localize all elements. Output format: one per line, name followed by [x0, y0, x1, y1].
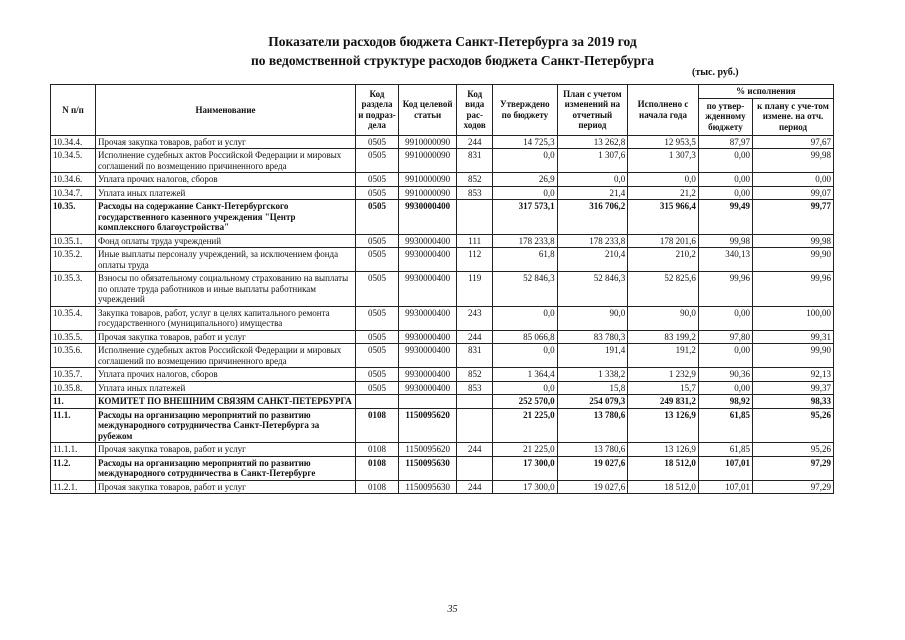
cell-approved: 21 225,0 [493, 408, 557, 443]
cell-target: 9930000400 [398, 306, 456, 330]
table-row [51, 248, 834, 272]
cell-section: 0108 [356, 408, 399, 443]
table-row [51, 395, 834, 409]
cell-num: 10.35.4. [51, 306, 96, 330]
cell-pct-a: 61,85 [698, 443, 752, 457]
header-section: Код раздела и подраз-дела [356, 85, 399, 136]
cell-num: 10.35.7. [51, 368, 96, 382]
cell-name: Фонд оплаты труда учреждений [96, 234, 356, 248]
cell-target: 1150095630 [398, 456, 456, 480]
cell-pct-a: 97,80 [698, 330, 752, 344]
cell-section: 0505 [356, 135, 399, 149]
header-target: Код целевой статьи [398, 85, 456, 136]
cell-target: 9930000400 [398, 200, 456, 235]
header-plan: План с учетом изменений на отчетный период [557, 85, 628, 136]
cell-approved: 52 846,3 [493, 272, 557, 307]
page-number: 35 [447, 604, 458, 615]
cell-target: 9910000090 [398, 149, 456, 173]
cell-executed: 15,7 [628, 381, 699, 395]
cell-approved: 0,0 [493, 306, 557, 330]
table-row [51, 200, 834, 235]
cell-num: 10.35.3. [51, 272, 96, 307]
table-row [51, 186, 834, 200]
table-row [51, 135, 834, 149]
cell-name: Взносы по обязательному социальному страхованию на выплаты по оплате труда работников и иные выплаты работникам учреждений [96, 272, 356, 307]
table-row [51, 381, 834, 395]
table-row [51, 149, 834, 173]
table-row [51, 330, 834, 344]
cell-section: 0505 [356, 173, 399, 187]
cell-pct-a: 340,13 [698, 248, 752, 272]
cell-executed: 13 126,9 [628, 443, 699, 457]
cell-section: 0505 [356, 186, 399, 200]
cell-pct-p: 97,67 [753, 135, 834, 149]
cell-approved: 178 233,8 [493, 234, 557, 248]
cell-target: 9910000090 [398, 173, 456, 187]
cell-kind: 831 [457, 149, 493, 173]
cell-plan: 83 780,3 [557, 330, 628, 344]
cell-target: 9930000400 [398, 248, 456, 272]
cell-pct-a: 99,98 [698, 234, 752, 248]
cell-pct-p: 99,90 [753, 248, 834, 272]
cell-name: Расходы на содержание Санкт-Петербургского государственного казенного учреждения "Центр комплексного благоустройства" [96, 200, 356, 235]
cell-pct-a: 0,00 [698, 306, 752, 330]
cell-plan: 0,0 [557, 173, 628, 187]
cell-num: 11.1. [51, 408, 96, 443]
cell-section: 0108 [356, 443, 399, 457]
cell-pct-p: 99,07 [753, 186, 834, 200]
cell-approved: 21 225,0 [493, 443, 557, 457]
cell-approved: 17 300,0 [493, 480, 557, 494]
cell-num: 10.34.6. [51, 173, 96, 187]
units-label: (тыс. руб.) [692, 67, 739, 78]
cell-target: 9930000400 [398, 272, 456, 307]
table-row [51, 173, 834, 187]
cell-target: 1150095630 [398, 480, 456, 494]
cell-name: Прочая закупка товаров, работ и услуг [96, 330, 356, 344]
cell-pct-a: 61,85 [698, 408, 752, 443]
cell-name: Расходы на организацию мероприятий по развитию международного сотрудничества в Санкт-Петербурге [96, 456, 356, 480]
cell-pct-p: 99,98 [753, 234, 834, 248]
cell-approved: 0,0 [493, 344, 557, 368]
cell-pct-p: 92,13 [753, 368, 834, 382]
title-line-1: Показатели расходов бюджета Санкт-Петербурга за 2019 год [268, 34, 637, 49]
cell-approved: 0,0 [493, 381, 557, 395]
cell-name: Расходы на организацию мероприятий по развитию международного сотрудничества Санкт-Петербурга за рубежом [96, 408, 356, 443]
cell-section: 0505 [356, 381, 399, 395]
cell-approved: 0,0 [493, 149, 557, 173]
cell-kind: 112 [457, 248, 493, 272]
header-kind: Код вида рас-ходов [457, 85, 493, 136]
header-pct-plan: к плану с уче-том измене. на отч. период [753, 98, 834, 135]
cell-approved: 252 570,0 [493, 395, 557, 409]
cell-approved: 14 725,3 [493, 135, 557, 149]
cell-section: 0505 [356, 248, 399, 272]
cell-pct-p: 99,96 [753, 272, 834, 307]
cell-executed: 90,0 [628, 306, 699, 330]
cell-executed: 315 966,4 [628, 200, 699, 235]
cell-pct-a: 107,01 [698, 480, 752, 494]
cell-name: КОМИТЕТ ПО ВНЕШНИМ СВЯЗЯМ САНКТ-ПЕТЕРБУРГА [96, 395, 356, 409]
cell-executed: 21,2 [628, 186, 699, 200]
cell-plan: 52 846,3 [557, 272, 628, 307]
cell-kind [457, 200, 493, 235]
cell-approved: 0,0 [493, 186, 557, 200]
header-approved: Утверждено по бюджету [493, 85, 557, 136]
cell-pct-a: 0,00 [698, 173, 752, 187]
cell-pct-a: 0,00 [698, 381, 752, 395]
cell-plan: 19 027,6 [557, 480, 628, 494]
cell-executed: 1 307,3 [628, 149, 699, 173]
cell-section: 0505 [356, 272, 399, 307]
cell-target: 9930000400 [398, 368, 456, 382]
header-pct-approved: по утвер-жденному бюджету [698, 98, 752, 135]
cell-kind: 852 [457, 368, 493, 382]
cell-num: 11.2.1. [51, 480, 96, 494]
cell-section: 0505 [356, 200, 399, 235]
cell-plan: 15,8 [557, 381, 628, 395]
cell-executed: 210,2 [628, 248, 699, 272]
cell-approved: 26,9 [493, 173, 557, 187]
cell-section: 0505 [356, 344, 399, 368]
cell-pct-a: 99,49 [698, 200, 752, 235]
cell-pct-a: 0,00 [698, 344, 752, 368]
cell-num: 10.34.7. [51, 186, 96, 200]
cell-pct-a: 87,97 [698, 135, 752, 149]
cell-executed: 0,0 [628, 173, 699, 187]
cell-section: 0505 [356, 234, 399, 248]
cell-kind: 852 [457, 173, 493, 187]
cell-pct-p: 99,37 [753, 381, 834, 395]
cell-kind: 853 [457, 381, 493, 395]
cell-plan: 1 307,6 [557, 149, 628, 173]
cell-kind [457, 395, 493, 409]
cell-executed: 18 512,0 [628, 456, 699, 480]
cell-num: 10.35.2. [51, 248, 96, 272]
cell-pct-p: 99,90 [753, 344, 834, 368]
cell-kind [457, 408, 493, 443]
cell-pct-a: 107,01 [698, 456, 752, 480]
cell-plan: 210,4 [557, 248, 628, 272]
cell-name: Прочая закупка товаров, работ и услуг [96, 443, 356, 457]
cell-num: 10.35.6. [51, 344, 96, 368]
cell-plan: 191,4 [557, 344, 628, 368]
cell-approved: 17 300,0 [493, 456, 557, 480]
cell-executed: 52 825,6 [628, 272, 699, 307]
cell-executed: 178 201,6 [628, 234, 699, 248]
cell-pct-p: 0,00 [753, 173, 834, 187]
cell-num: 10.35.8. [51, 381, 96, 395]
table-row [51, 456, 834, 480]
cell-num: 10.35. [51, 200, 96, 235]
cell-kind: 831 [457, 344, 493, 368]
table-row [51, 234, 834, 248]
cell-pct-a: 90,36 [698, 368, 752, 382]
cell-kind: 244 [457, 480, 493, 494]
cell-name: Закупка товаров, работ, услуг в целях капитального ремонта государственного (муниципального) имущества [96, 306, 356, 330]
cell-section [356, 395, 399, 409]
cell-executed: 18 512,0 [628, 480, 699, 494]
cell-section: 0108 [356, 480, 399, 494]
cell-executed: 191,2 [628, 344, 699, 368]
table-row [51, 306, 834, 330]
cell-pct-a: 0,00 [698, 149, 752, 173]
table-row [51, 443, 834, 457]
cell-pct-p: 100,00 [753, 306, 834, 330]
cell-plan: 13 780,6 [557, 443, 628, 457]
cell-plan: 19 027,6 [557, 456, 628, 480]
header-name: Наименование [96, 85, 356, 136]
table-row [51, 272, 834, 307]
title-line-2: по ведомственной структуре расходов бюджета Санкт-Петербурга [250, 53, 655, 68]
header-executed: Исполнено с начала года [628, 85, 699, 136]
cell-approved: 1 364,4 [493, 368, 557, 382]
cell-kind: 244 [457, 135, 493, 149]
table-row [51, 480, 834, 494]
cell-num: 10.35.1. [51, 234, 96, 248]
cell-name: Уплата прочих налогов, сборов [96, 368, 356, 382]
cell-executed: 13 126,9 [628, 408, 699, 443]
cell-approved: 317 573,1 [493, 200, 557, 235]
cell-target: 9910000090 [398, 186, 456, 200]
cell-kind: 244 [457, 443, 493, 457]
cell-pct-p: 95,26 [753, 408, 834, 443]
cell-target: 9930000400 [398, 330, 456, 344]
cell-approved: 85 066,8 [493, 330, 557, 344]
cell-section: 0505 [356, 306, 399, 330]
cell-name: Исполнение судебных актов Российской Федерации и мировых соглашений по возмещению причиненного вреда [96, 149, 356, 173]
cell-kind: 111 [457, 234, 493, 248]
header-num: N п/п [51, 85, 96, 136]
cell-plan: 316 706,2 [557, 200, 628, 235]
cell-num: 11.1.1. [51, 443, 96, 457]
cell-target: 1150095620 [398, 443, 456, 457]
table-row [51, 368, 834, 382]
cell-approved: 61,8 [493, 248, 557, 272]
cell-pct-p: 99,77 [753, 200, 834, 235]
cell-target [398, 395, 456, 409]
cell-plan: 13 780,6 [557, 408, 628, 443]
cell-target: 9930000400 [398, 344, 456, 368]
cell-plan: 178 233,8 [557, 234, 628, 248]
cell-num: 11. [51, 395, 96, 409]
cell-kind: 853 [457, 186, 493, 200]
cell-section: 0505 [356, 368, 399, 382]
cell-plan: 254 079,3 [557, 395, 628, 409]
cell-pct-a: 98,92 [698, 395, 752, 409]
cell-executed: 249 831,2 [628, 395, 699, 409]
table-row [51, 344, 834, 368]
cell-target: 9930000400 [398, 234, 456, 248]
cell-pct-a: 0,00 [698, 186, 752, 200]
cell-kind: 119 [457, 272, 493, 307]
cell-target: 1150095620 [398, 408, 456, 443]
cell-name: Уплата прочих налогов, сборов [96, 173, 356, 187]
cell-plan: 13 262,8 [557, 135, 628, 149]
cell-pct-p: 97,29 [753, 480, 834, 494]
cell-pct-a: 99,96 [698, 272, 752, 307]
cell-section: 0505 [356, 330, 399, 344]
cell-pct-p: 95,26 [753, 443, 834, 457]
cell-name: Прочая закупка товаров, работ и услуг [96, 135, 356, 149]
cell-name: Прочая закупка товаров, работ и услуг [96, 480, 356, 494]
cell-name: Иные выплаты персоналу учреждений, за исключением фонда оплаты труда [96, 248, 356, 272]
table-row [51, 408, 834, 443]
cell-plan: 21,4 [557, 186, 628, 200]
cell-num: 10.34.4. [51, 135, 96, 149]
cell-kind [457, 456, 493, 480]
cell-name: Исполнение судебных актов Российской Федерации и мировых соглашений по возмещению причиненного вреда [96, 344, 356, 368]
cell-executed: 1 232,9 [628, 368, 699, 382]
table-body [51, 135, 834, 494]
cell-pct-p: 97,29 [753, 456, 834, 480]
budget-table [50, 84, 834, 494]
cell-name: Уплата иных платежей [96, 381, 356, 395]
cell-section: 0108 [356, 456, 399, 480]
cell-kind: 244 [457, 330, 493, 344]
cell-pct-p: 98,33 [753, 395, 834, 409]
cell-section: 0505 [356, 149, 399, 173]
cell-num: 10.34.5. [51, 149, 96, 173]
header-percent: % исполнения [698, 85, 833, 99]
cell-pct-p: 99,31 [753, 330, 834, 344]
document-title [0, 32, 905, 70]
cell-target: 9910000090 [398, 135, 456, 149]
cell-executed: 83 199,2 [628, 330, 699, 344]
cell-plan: 1 338,2 [557, 368, 628, 382]
cell-target: 9930000400 [398, 381, 456, 395]
cell-executed: 12 953,5 [628, 135, 699, 149]
cell-kind: 243 [457, 306, 493, 330]
cell-plan: 90,0 [557, 306, 628, 330]
cell-pct-p: 99,98 [753, 149, 834, 173]
cell-num: 10.35.5. [51, 330, 96, 344]
cell-num: 11.2. [51, 456, 96, 480]
cell-name: Уплата иных платежей [96, 186, 356, 200]
